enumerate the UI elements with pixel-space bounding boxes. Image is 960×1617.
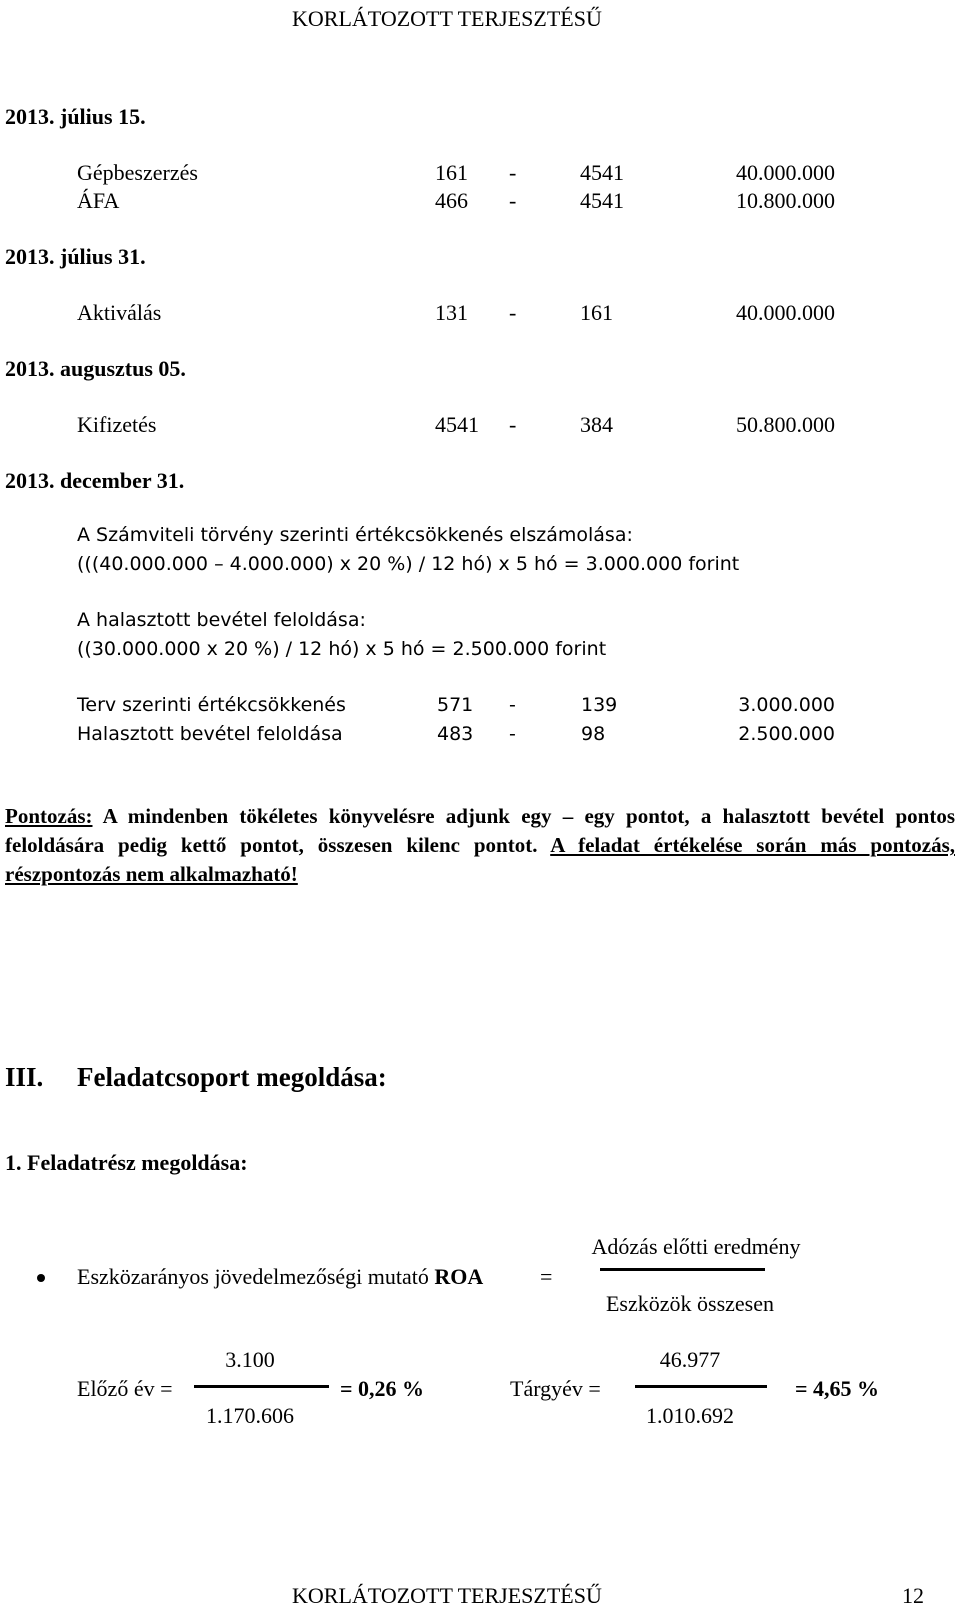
roa-equals: = — [540, 1264, 553, 1289]
credit-account: 98 — [581, 723, 606, 745]
date-heading: 2013. július 15. — [5, 104, 146, 129]
entry-label: Gépbeszerzés — [77, 160, 198, 185]
curr-year-label — [510, 1378, 601, 1400]
credit-account: 139 — [581, 694, 618, 716]
prev-year-label: Előző év = — [77, 1376, 173, 1401]
fraction-bar — [194, 1385, 329, 1388]
entry-label: Halasztott bevétel feloldása — [77, 723, 343, 745]
calc-heading: A Számviteli törvény szerinti értékcsökkenés elszámolása: — [77, 524, 633, 546]
date-heading: 2013. augusztus 05. — [5, 356, 186, 381]
date-heading: 2013. december 31. — [5, 468, 185, 493]
dash: - — [509, 694, 516, 716]
dash: - — [509, 188, 517, 213]
prev-result: = 0,26 % — [340, 1376, 425, 1401]
entry-label: Kifizetés — [77, 412, 157, 437]
dash: - — [509, 723, 516, 745]
roa-numerator: Adózás előtti eredmény — [591, 1234, 801, 1259]
prev-numerator: 3.100 — [225, 1347, 275, 1372]
debit-account: 161 — [435, 160, 468, 185]
debit-account: 4541 — [435, 412, 479, 437]
date-heading: 2013. július 31. — [5, 244, 146, 269]
curr-year-label-text: Tárgyév = — [510, 1376, 601, 1401]
curr-result: = 4,65 % — [795, 1376, 880, 1401]
curr-numerator: 46.977 — [659, 1347, 721, 1372]
roa-abbrev: ROA — [434, 1264, 484, 1289]
amount: 40.000.000 — [736, 300, 835, 325]
section-number: III. — [5, 1062, 44, 1092]
calc-formula: (((40.000.000 – 4.000.000) x 20 %) / 12 hó) x 5 hó = 3.000.000 forint — [77, 553, 740, 575]
bullet-icon — [37, 1274, 45, 1282]
page-number: 12 — [902, 1583, 924, 1608]
debit-account: 131 — [435, 300, 468, 325]
roa-label-text: Eszközarányos jövedelmezőségi mutató — [77, 1264, 435, 1289]
dash: - — [509, 160, 517, 185]
amount: 10.800.000 — [736, 188, 835, 213]
entry-label: ÁFA — [77, 188, 120, 213]
credit-account: 4541 — [580, 188, 624, 213]
dash: - — [509, 300, 517, 325]
amount: 40.000.000 — [736, 160, 835, 185]
page-footer: KORLÁTOZOTT TERJESZTÉSŰ — [292, 1583, 602, 1608]
fraction-bar — [600, 1268, 765, 1271]
curr-denominator: 1.010.692 — [646, 1403, 734, 1428]
debit-account: 466 — [435, 188, 468, 213]
scoring-label: Pontozás: — [5, 804, 93, 828]
scoring-note: A feladat értékelése során más pontozás, részpontozás nem alkalmazható! — [5, 833, 955, 886]
debit-account: 483 — [437, 723, 474, 745]
entry-label: Aktiválás — [77, 300, 162, 325]
scoring-paragraph — [5, 802, 955, 889]
credit-account: 384 — [580, 412, 613, 437]
calc-formula: ((30.000.000 x 20 %) / 12 hó) x 5 hó = 2.500.000 forint — [77, 638, 607, 660]
subsection-title: 1. Feladatrész megoldása: — [5, 1150, 248, 1175]
fraction-bar — [635, 1385, 767, 1388]
prev-denominator: 1.170.606 — [206, 1403, 294, 1428]
roa-denominator: Eszközök összesen — [605, 1291, 774, 1316]
roa-label — [77, 1266, 483, 1288]
calc-heading: A halasztott bevétel feloldása: — [77, 609, 366, 631]
scoring-text: A mindenben tökéletes könyvelésre adjunk egy – egy pontot, a halasztott bevétel pontos feloldására pedig kettő pontot, összesen kilenc pontot. — [5, 804, 955, 857]
page-header: KORLÁTOZOTT TERJESZTÉSŰ — [292, 6, 602, 31]
amount: 2.500.000 — [738, 723, 835, 745]
entry-label: Terv szerinti értékcsökkenés — [77, 694, 346, 716]
dash: - — [509, 412, 517, 437]
amount: 50.800.000 — [736, 412, 835, 437]
credit-account: 161 — [580, 300, 613, 325]
debit-account: 571 — [437, 694, 474, 716]
section-title: Feladatcsoport megoldása: — [77, 1062, 387, 1092]
credit-account: 4541 — [580, 160, 624, 185]
amount: 3.000.000 — [738, 694, 835, 716]
